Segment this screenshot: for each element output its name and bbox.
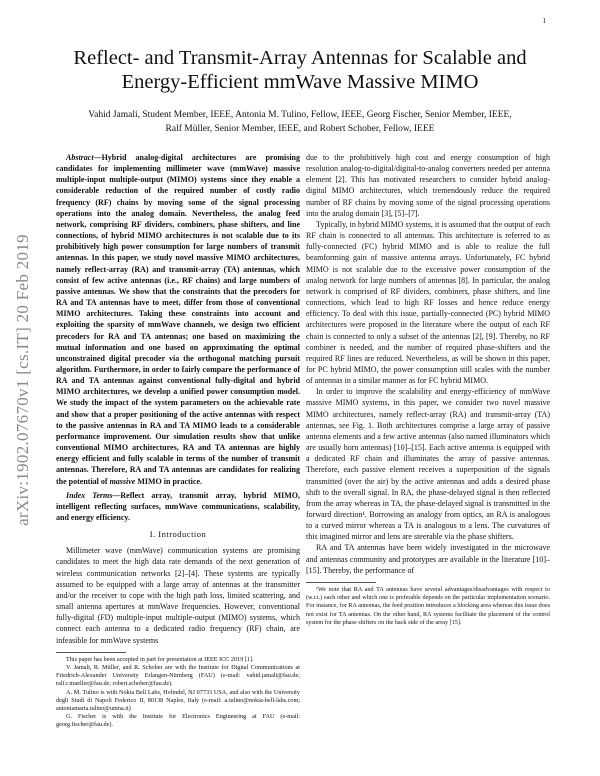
section-heading: I. Introduction	[149, 529, 207, 540]
author-line-1: Vahid Jamali, Student Member, IEEE, Antonia M. Tulino, Fellow, IEEE, Georg Fischer, Senior Member, IEEE,	[88, 110, 512, 120]
left-column	[56, 152, 300, 730]
footnote: G. Fischer is with the Institute for Electronics Engineering at FAU (e-mail: georg.fischer@fau.de).	[56, 713, 300, 729]
body-paragraph: due to the prohibitively high cost and energy consumption of high resolution analog-to-digital/digital-to-analog converters needed per antenna element [2]. This has motivated researchers to consider hybrid analog-digital MIMO architectures, which tremendously reduce the required number of RF chains by moving some of the signal processing operations into the analog domain [3], [5]–[7].	[306, 153, 550, 218]
index-terms-text: —Reflect array, transmit array, hybrid MIMO, intelligent reflecting surfaces, mmWave communications, scalability, and energy efficiency.	[56, 490, 301, 522]
footnote: V. Jamali, R. Müller, and R. Schober are with the Institute for Digital Communications at Friedrich-Alexander University Erlangen-Nürnberg (FAU) (e-mail: vahid.jamali@fau.de; ralf.r.mueller@fau.de; robert.schober@fau.de).	[56, 663, 300, 688]
abstract-label: Abstract	[66, 153, 94, 162]
arxiv-stamp	[8, 190, 38, 570]
footnote: A. M. Tulino is with Nokia Bell Labs, Holmdel, NJ 07733 USA, and also with the University degli Studi di Napoli Federico II, 80138 Naples, Italy (e-mail: a.tulino@nokia-bell-labs.com; antoniamaria.tulino@unina.it)	[56, 688, 300, 712]
abstract-text: —Hybrid analog-digital architectures are promising candidates for implementing millimeter wave (mmWave) massive multiple-input multiple-output (MIMO) systems since they enable a considerable reduction of the required number of costly radio frequency (RF) chains by moving some of the signal processing operations into the analog domain. Nevertheless, the analog feed network, comprising RF dividers, combiners, phase shifters, and line connections, of hybrid MIMO architectures is not scalable due to its prohibitively high power consumption for large numbers of transmit antennas. In this paper, we study novel massive MIMO architectures, namely reflect-array (RA) and transmit-array (TA) antennas, which consist of few active antennas (i.e., RF chains) and large numbers of passive antennas. We show that the constraints that the precoders for RA and TA antennas have to meet, differ from those of conventional MIMO architectures. Taking these constraints into account and exploiting the sparsity of mmWave channels, we design two efficient precoders for RA and TA antennas; one based on maximizing the mutual information and one based on approximating the optimal unconstrained digital precoder via the orthogonal matching pursuit algorithm. Furthermore, in order to fairly compare the performance of RA and TA antennas against conventional fully-digital and hybrid MIMO architectures, we develop a unified power consumption model. We study the impact of the system parameters on the achievable rate and show that a proper positioning of the active antennas with respect to the passive antennas in RA and TA MIMO leads to a considerable performance improvement. Our simulation results show that unlike conventional MIMO architectures, RA and TA antennas are highly energy efficient and fully scalable in terms of the number of transmit antennas. Therefore, RA and TA antennas are candidates for realizing the potential of	[56, 153, 300, 486]
author-block	[40, 108, 560, 136]
page-number: 1	[542, 17, 546, 25]
index-terms-label: Index Terms	[66, 490, 113, 500]
body-paragraph: In order to improve the scalability and energy-efficiency of mmWave massive MIMO systems, in this paper, we consider two novel massive MIMO architectures, namely reflect-array (RA) and transmit-array (TA) antennas, see Fig. 1. Both architectures comprise a large array of passive antenna elements and a few active antennas (also named illuminators which are usually horn antennas) [10]–[15]. Each active antenna is equipped with a dedicated RF chain and illuminates the array of passive antennas. Therefore, each passive element receives a superposition of the signals transmitted (over the air) by the active antennas and adds a desired phase shift to the overall signal. In RA, the phase-delayed signal is then reflected from the array whereas in TA, the phase-delayed signal is transmitted in the forward direction¹. Borrowing an analogy from optics, an RA is analogous to a curved mirror whereas a TA is analogous to a lens. The curvatures of this imagined mirror and lens are steerable via the phase shifters.	[306, 387, 550, 542]
right-column	[306, 152, 550, 627]
abstract	[56, 152, 300, 487]
paper-title: Reflect- and Transmit-Array Antennas for Scalable and Energy-Efficient mmWave Massive MIMO	[73, 47, 527, 93]
index-terms	[56, 490, 300, 523]
footnote: This paper has been accepted in part for presentation at IEEE ICC 2019 [1].	[66, 655, 254, 663]
footnote: ¹We note that RA and TA antennas have several advantages/disadvantages with respect to (w.r.t.) each other and which one is preferable depends on the particular implementation scenario. For instance, for RA antennas, the feed position introduces a blocking area whereas this issue does not exist for TA antennas. On the other hand, RA systems facilitate the placement of the control system for the phase shifters on the back side of the array [15].	[306, 585, 550, 626]
abstract-emphasis: massive	[109, 476, 136, 486]
footnote-divider	[56, 652, 126, 653]
author-line-2: Ralf Müller, Senior Member, IEEE, and Robert Schober, Fellow, IEEE	[165, 124, 435, 134]
footnote-divider	[306, 582, 376, 583]
intro-paragraph: Millimeter wave (mmWave) communication systems are promising candidates to meet the high data rate demands of the next generation of wireless communication networks [2]–[4]. These systems are typically assumed to be equipped with a large array of antennas at the transmitter and/or the receiver to cope with the high path loss, limited scattering, and small antenna apertures at mmWave frequencies. However, conventional fully-digital (FD) multiple-input multiple-output (MIMO) systems, which connect each antenna to a dedicated radio frequency (RF) chain, are infeasible for mmWave systems	[56, 546, 300, 645]
body-paragraph: Typically, in hybrid MIMO systems, it is assumed that the output of each RF chain is connected to all antennas. This architecture is referred to as fully-connected (FC) hybrid MIMO and is able to realize the full beamforming gain of massive antenna arrays. Unfortunately, FC hybrid MIMO is not scalable due to the excessive power consumption of the analog network for large numbers of antennas [8]. In particular, the analog network is comprised of RF dividers, combiners, phase shifters, and line connections, which lead to high RF losses and hence reduce energy efficiency. To deal with this issue, partially-connected (PC) hybrid MIMO architectures were proposed in the literature where the output of each RF chain is connected to only a subset of the antennas [2], [9]. Thereby, no RF combiner is needed, and the number of required phase-shifters and the required RF lines are reduced. Nevertheless, as will be shown in this paper, for PC hybrid MIMO, the power consumption still scales with the number of antennas in a similar manner as for FC hybrid MIMO.	[306, 219, 550, 386]
body-paragraph: RA and TA antennas have been widely investigated in the microwave and antennas community and prototypes are available in the literature [10]–[15]. Thereby, the performance of	[306, 543, 550, 575]
abstract-tail: MIMO in practice.	[135, 476, 202, 486]
arxiv-id: arXiv:1902.07670v1 [cs.IT] 20 Feb 2019	[13, 234, 32, 526]
